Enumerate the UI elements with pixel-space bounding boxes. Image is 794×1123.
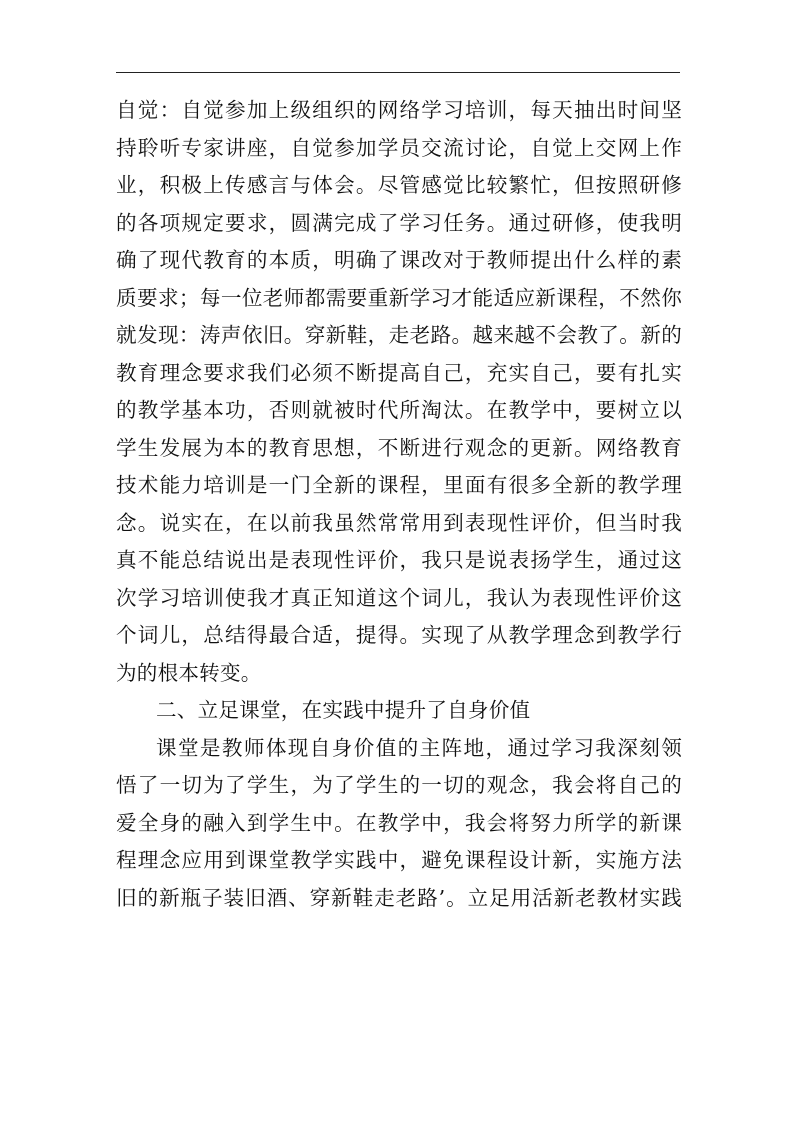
text-line: 技术能力培训是一门全新的课程，里面有很多全新的教学理 (116, 473, 682, 497)
text-line: 课堂是教师体现自身价值的主阵地，通过学习我深刻领 (156, 735, 682, 760)
text-line: 个词儿，总结得最合适，提得。实现了从教学理念到教学行 (116, 623, 682, 647)
text-line: 的各项规定要求，圆满完成了学习任务。通过研修，使我明 (116, 210, 682, 235)
text-line: 程理念应用到课堂教学实践中，避免课程设计新，实施方法 (116, 848, 682, 872)
text-line: 次学习培训使我才真正知道这个词儿，我认为表现性评价这 (116, 585, 682, 610)
text-line: 悟了一切为了学生，为了学生的一切的观念，我会将自己的 (116, 773, 682, 797)
text-line: 质要求；每一位老师都需要重新学习才能适应新课程，不然你 (116, 285, 682, 310)
header-rule (116, 72, 680, 73)
text-line: 持聆听专家讲座，自觉参加学员交流讨论，自觉上交网上作 (116, 135, 682, 160)
text-line: 真不能总结说出是表现性评价，我只是说表扬学生，通过这 (116, 548, 682, 572)
text-line: 为的根本转变。 (116, 660, 262, 685)
text-line: 二、立足课堂，在实践中提升了自身价值 (156, 698, 531, 722)
text-line: 自觉：自觉参加上级组织的网络学习培训，每天抽出时间坚 (116, 98, 682, 122)
text-line: 确了现代教育的本质，明确了课改对于教师提出什么样的素 (116, 248, 682, 272)
text-line: 旧的新瓶子装旧酒、穿新鞋走老路’。立足用活新老教材实践 (116, 885, 682, 910)
text-line: 爱全身的融入到学生中。在教学中，我会将努力所学的新课 (116, 810, 682, 835)
text-line: 就发现：涛声依旧。穿新鞋，走老路。越来越不会教了。新的 (116, 323, 682, 347)
text-line: 教育理念要求我们必须不断提高自己，充实自己，要有扎实 (116, 360, 682, 385)
text-line: 学生发展为本的教育思想，不断进行观念的更新。网络教育 (116, 435, 682, 460)
text-line: 念。说实在，在以前我虽然常常用到表现性评价，但当时我 (116, 510, 682, 535)
text-line: 业，积极上传感言与体会。尽管感觉比较繁忙，但按照研修 (116, 173, 682, 197)
text-line: 的教学基本功，否则就被时代所淘汰。在教学中，要树立以 (116, 398, 682, 422)
document-body (116, 92, 682, 917)
